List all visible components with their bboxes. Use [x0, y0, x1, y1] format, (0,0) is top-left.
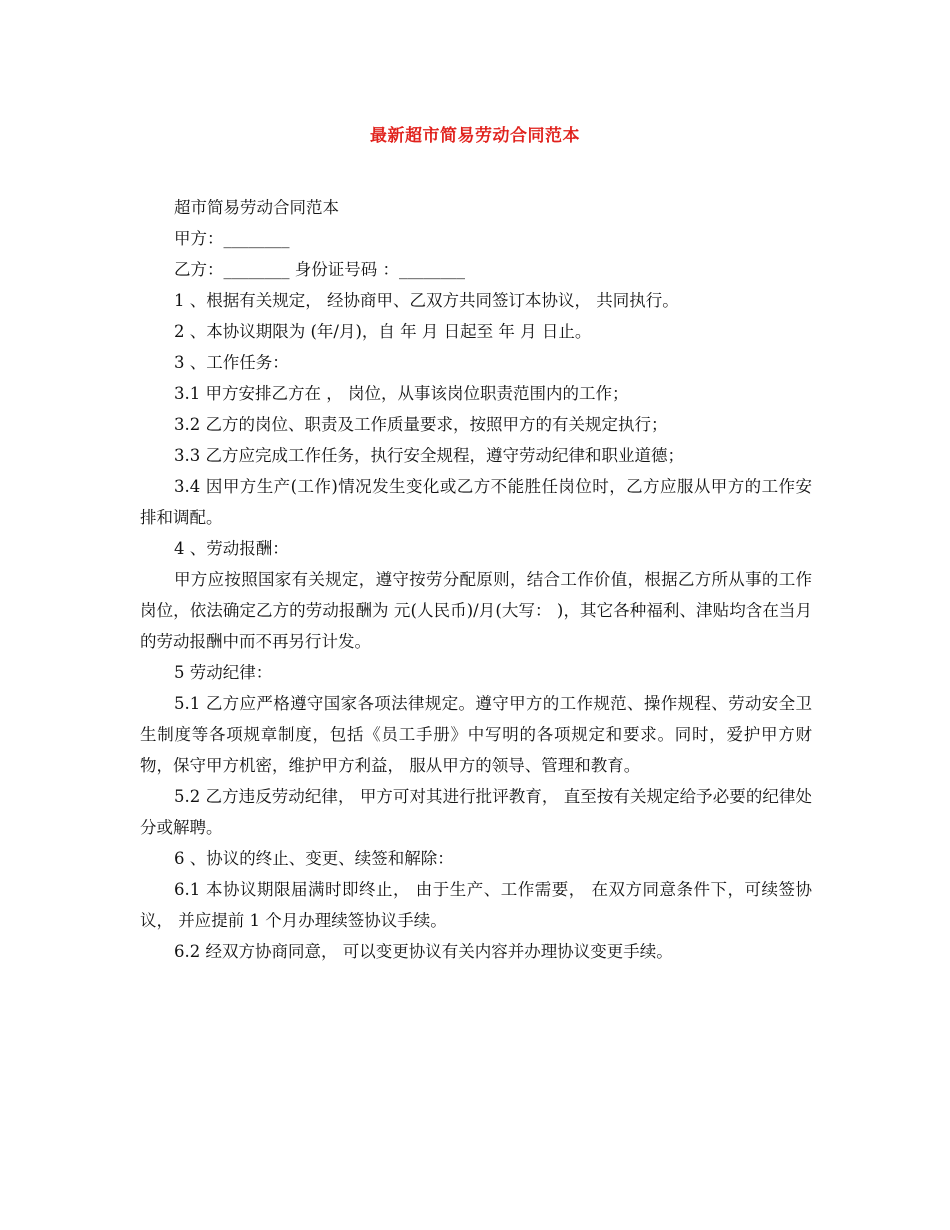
paragraph-clause-5-1: 5.1 乙方应严格遵守国家各项法律规定。遵守甲方的工作规范、操作规程、劳动安全卫生制度等各项规章制度，包括《员工手册》中写明的各项规定和要求。同时，爱护甲方财物，保守甲方机密，维护甲方利益， 服从甲方的领导、管理和教育。: [140, 694, 812, 775]
paragraph-clause-6: 6 、协议的终止、变更、续签和解除：: [174, 849, 454, 868]
paragraph-clause-3-1: 3.1 甲方安排乙方在 ， 岗位，从事该岗位职责范围内的工作；: [174, 384, 629, 403]
paragraph-party-a: 甲方：________: [174, 229, 290, 248]
paragraph-heading: 超市简易劳动合同范本: [174, 198, 339, 217]
paragraph-clause-3-3: 3.3 乙方应完成工作任务，执行安全规程，遵守劳动纪律和职业道德；: [174, 446, 684, 465]
paragraph-clause-6-1: 6.1 本协议期限届满时即终止， 由于生产、工作需要， 在双方同意条件下，可续签协议， 并应提前 1 个月办理续签协议手续。: [140, 880, 812, 930]
paragraph-clause-3-2: 3.2 乙方的岗位、职责及工作质量要求，按照甲方的有关规定执行；: [174, 415, 668, 434]
paragraph-clause-4-body: 甲方应按照国家有关规定，遵守按劳分配原则，结合工作价值，根据乙方所从事的工作岗位，依法确定乙方的劳动报酬为 元(人民币)/月(大写： )，其它各种福利、津贴均含在当月的劳动报酬中而不再另行计发。: [140, 570, 812, 651]
paragraph-clause-5-2: 5.2 乙方违反劳动纪律， 甲方可对其进行批评教育， 直至按有关规定给予必要的纪律处分或解聘。: [140, 787, 812, 837]
document-title: 最新超市简易劳动合同范本: [370, 126, 580, 146]
paragraph-clause-5: 5 劳动纪律：: [174, 663, 273, 682]
paragraph-clause-3-4: 3.4 因甲方生产(工作)情况发生变化或乙方不能胜任岗位时，乙方应服从甲方的工作安排和调配。: [140, 477, 812, 527]
paragraph-clause-4: 4 、劳动报酬：: [174, 539, 289, 558]
document-body: [140, 192, 812, 967]
paragraph-clause-2: 2 、本协议期限为 (年/月)，自 年 月 日起至 年 月 日止。: [174, 322, 592, 341]
paragraph-clause-1: 1 、根据有关规定， 经协商甲、乙双方共同签订本协议， 共同执行。: [174, 291, 679, 310]
paragraph-clause-6-2: 6.2 经双方协商同意， 可以变更协议有关内容并办理协议变更手续。: [174, 942, 673, 961]
paragraph-party-b: 乙方：________ 身份证号码 ：________: [174, 260, 465, 279]
paragraph-clause-3: 3 、工作任务：: [174, 353, 289, 372]
